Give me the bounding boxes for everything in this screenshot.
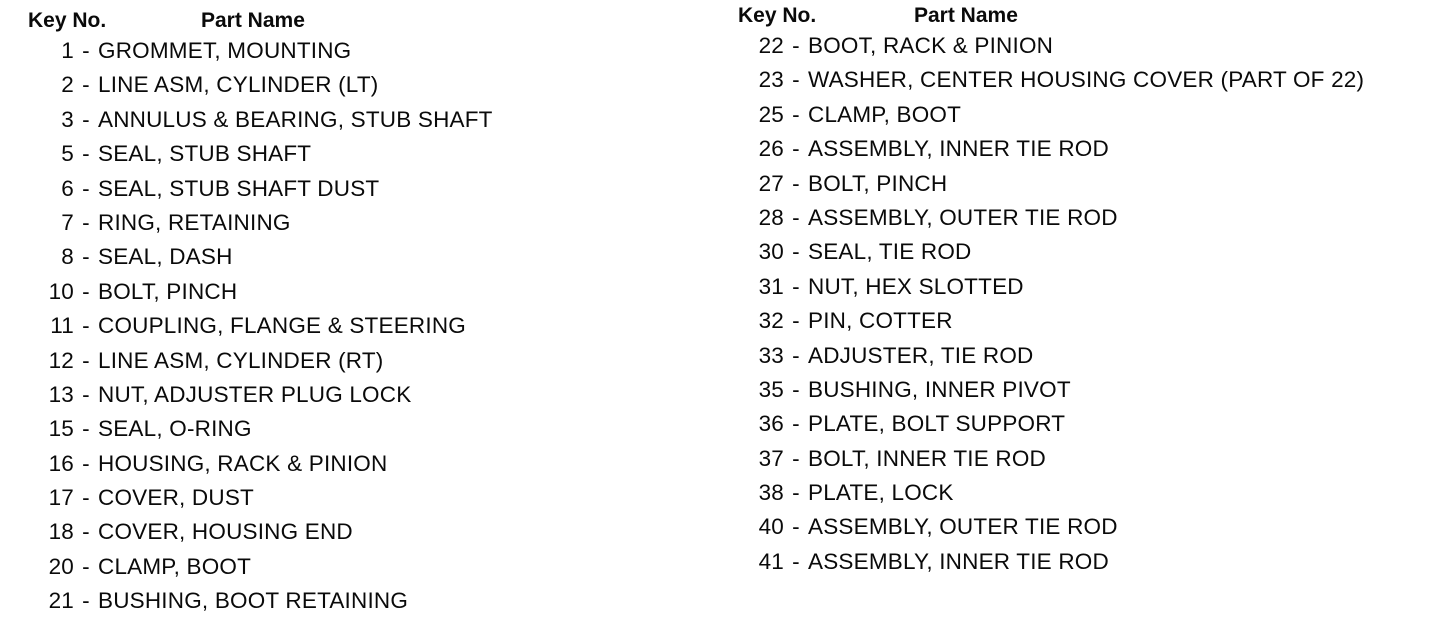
part-name: NUT, ADJUSTER PLUG LOCK	[98, 381, 412, 407]
key-number: 37	[758, 445, 784, 471]
key-number: 2	[61, 72, 74, 98]
separator-dash: -	[82, 553, 90, 579]
key-number: 18	[48, 519, 74, 545]
key-number: 12	[48, 347, 74, 373]
parts-column-left	[28, 8, 708, 619]
part-row	[738, 442, 1428, 476]
part-row	[738, 476, 1428, 510]
part-row	[28, 240, 708, 274]
part-row	[28, 412, 708, 446]
part-row	[28, 103, 708, 137]
part-name: SEAL, O-RING	[98, 416, 252, 442]
part-row	[28, 309, 708, 343]
separator-dash: -	[792, 376, 800, 402]
part-row	[28, 584, 708, 618]
key-number: 21	[48, 588, 74, 614]
part-name: COVER, DUST	[98, 485, 254, 511]
part-name: COUPLING, FLANGE & STEERING	[98, 313, 466, 339]
part-name: LINE ASM, CYLINDER (LT)	[98, 72, 379, 98]
part-name-heading: Part Name	[201, 9, 305, 32]
key-number: 6	[61, 175, 74, 201]
part-name-heading: Part Name	[914, 4, 1018, 27]
separator-dash: -	[792, 170, 800, 196]
separator-dash: -	[792, 273, 800, 299]
part-row	[28, 344, 708, 378]
key-number: 11	[50, 313, 74, 339]
separator-dash: -	[82, 38, 90, 63]
part-row	[738, 373, 1428, 407]
key-number: 32	[758, 308, 784, 334]
part-name: LINE ASM, CYLINDER (RT)	[98, 347, 384, 373]
parts-list-right	[738, 29, 1428, 579]
part-row	[738, 407, 1428, 441]
key-number: 28	[758, 204, 784, 230]
key-number: 36	[758, 411, 784, 437]
separator-dash: -	[82, 141, 90, 167]
part-row	[28, 275, 708, 309]
separator-dash: -	[82, 416, 90, 442]
separator-dash: -	[792, 308, 800, 334]
key-number: 13	[48, 381, 74, 407]
part-row	[738, 510, 1428, 544]
part-name: BUSHING, INNER PIVOT	[808, 376, 1071, 402]
key-number: 30	[758, 239, 784, 265]
separator-dash: -	[792, 445, 800, 471]
part-name: BOLT, INNER TIE ROD	[808, 445, 1047, 471]
key-number: 5	[61, 141, 74, 167]
part-row	[738, 63, 1428, 97]
key-number: 25	[758, 101, 784, 127]
key-number: 38	[758, 480, 784, 506]
key-number: 40	[758, 514, 784, 540]
separator-dash: -	[82, 244, 90, 270]
part-name: ANNULUS & BEARING, STUB SHAFT	[98, 106, 493, 132]
key-number: 26	[758, 136, 784, 162]
part-name: CLAMP, BOOT	[98, 553, 252, 579]
key-no-heading: Key No.	[28, 9, 107, 32]
separator-dash: -	[792, 67, 800, 93]
part-name: PLATE, BOLT SUPPORT	[808, 411, 1066, 437]
part-name: BUSHING, BOOT RETAINING	[98, 588, 409, 614]
column-header	[738, 3, 1428, 29]
part-name: BOLT, PINCH	[98, 278, 238, 304]
part-row	[738, 201, 1428, 235]
part-name: SEAL, STUB SHAFT	[98, 141, 312, 167]
part-name: HOUSING, RACK & PINION	[98, 450, 388, 476]
key-number: 15	[48, 416, 74, 442]
separator-dash: -	[82, 381, 90, 407]
separator-dash: -	[792, 33, 800, 58]
part-name: SEAL, STUB SHAFT DUST	[98, 175, 380, 201]
part-name: WASHER, CENTER HOUSING COVER (PART OF 22)	[808, 67, 1365, 93]
part-row	[28, 550, 708, 584]
part-row	[738, 270, 1428, 304]
separator-dash: -	[82, 175, 90, 201]
key-number: 10	[48, 278, 74, 304]
part-name: CLAMP, BOOT	[808, 101, 962, 127]
part-name: ADJUSTER, TIE ROD	[808, 342, 1034, 368]
separator-dash: -	[792, 480, 800, 506]
part-row	[28, 447, 708, 481]
part-name: BOLT, PINCH	[808, 170, 948, 196]
key-number: 22	[758, 33, 784, 58]
separator-dash: -	[82, 485, 90, 511]
separator-dash: -	[82, 450, 90, 476]
part-row	[738, 167, 1428, 201]
part-row	[738, 304, 1428, 338]
part-name: PIN, COTTER	[808, 308, 953, 334]
key-number: 23	[758, 67, 784, 93]
key-number: 8	[61, 244, 74, 270]
part-name: COVER, HOUSING END	[98, 519, 353, 545]
key-number: 41	[758, 548, 784, 574]
separator-dash: -	[82, 519, 90, 545]
part-name: RING, RETAINING	[98, 209, 291, 235]
separator-dash: -	[792, 411, 800, 437]
key-number: 16	[48, 450, 74, 476]
separator-dash: -	[82, 588, 90, 614]
separator-dash: -	[82, 72, 90, 98]
key-number: 3	[61, 106, 74, 132]
separator-dash: -	[792, 101, 800, 127]
key-number: 1	[61, 38, 74, 63]
part-row	[28, 206, 708, 240]
part-name: BOOT, RACK & PINION	[808, 33, 1054, 58]
part-row	[738, 339, 1428, 373]
separator-dash: -	[792, 342, 800, 368]
part-name: ASSEMBLY, OUTER TIE ROD	[808, 204, 1118, 230]
key-number: 20	[48, 553, 74, 579]
key-number: 7	[61, 209, 74, 235]
key-number: 27	[758, 170, 784, 196]
separator-dash: -	[82, 209, 90, 235]
part-row	[738, 29, 1428, 63]
separator-dash: -	[82, 347, 90, 373]
key-number: 35	[758, 376, 784, 402]
key-number: 17	[48, 485, 74, 511]
key-number: 31	[758, 273, 784, 299]
part-name: SEAL, DASH	[98, 244, 233, 270]
part-row	[28, 378, 708, 412]
key-number: 33	[758, 342, 784, 368]
part-row	[738, 235, 1428, 269]
part-name: GROMMET, MOUNTING	[98, 38, 352, 63]
part-name: ASSEMBLY, OUTER TIE ROD	[808, 514, 1118, 540]
separator-dash: -	[82, 278, 90, 304]
separator-dash: -	[792, 136, 800, 162]
parts-column-right	[738, 3, 1428, 579]
part-name: NUT, HEX SLOTTED	[808, 273, 1024, 299]
part-row	[738, 132, 1428, 166]
part-row	[28, 137, 708, 171]
separator-dash: -	[792, 514, 800, 540]
part-name: SEAL, TIE ROD	[808, 239, 972, 265]
key-no-heading: Key No.	[738, 4, 817, 27]
part-name: PLATE, LOCK	[808, 480, 954, 506]
part-row	[738, 98, 1428, 132]
separator-dash: -	[792, 548, 800, 574]
part-row	[28, 172, 708, 206]
part-row	[28, 34, 708, 68]
parts-list-left	[28, 34, 708, 619]
column-header	[28, 8, 708, 34]
part-name: ASSEMBLY, INNER TIE ROD	[808, 136, 1109, 162]
part-row	[28, 515, 708, 549]
part-name: ASSEMBLY, INNER TIE ROD	[808, 548, 1109, 574]
separator-dash: -	[82, 106, 90, 132]
separator-dash: -	[82, 313, 90, 339]
part-row	[28, 68, 708, 102]
part-row	[738, 545, 1428, 579]
separator-dash: -	[792, 239, 800, 265]
separator-dash: -	[792, 204, 800, 230]
part-row	[28, 481, 708, 515]
